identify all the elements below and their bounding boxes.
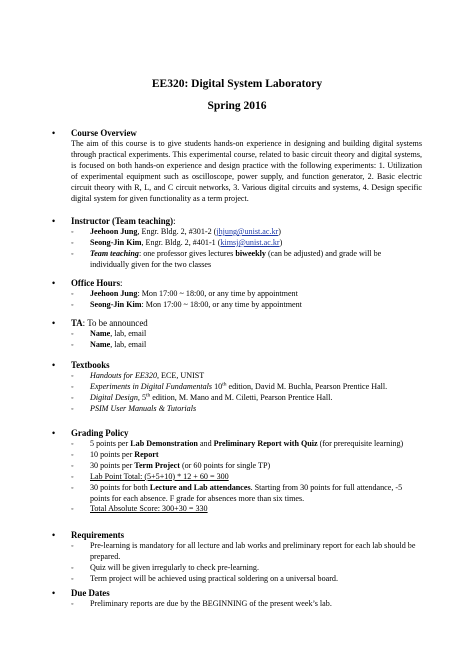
list-item: ◦ Pre-learning is mandatory for all lecture and lab works and preliminary report for each lab should be prepared. — [71, 541, 422, 563]
section-heading: • Office Hours: — [52, 278, 422, 289]
list-item: ◦ PSIM User Manuals & Tutorials — [71, 404, 422, 415]
section-office-hours — [52, 278, 422, 311]
section-requirements — [52, 530, 422, 585]
list-item: ◦ Preliminary reports are due by the BEGINNING of the present week’s lab. — [71, 599, 422, 610]
list-item: ◦ Name, lab, email — [71, 329, 422, 340]
course-term: Spring 2016 — [207, 100, 267, 112]
section-course-overview — [52, 128, 422, 204]
list-item: ◦ Lab Point Total: (5+5+10) * 12 + 60 = 300 — [71, 472, 422, 483]
list-item: ◦ 30 points per Term Project (or 60 points for single TP) — [71, 461, 422, 472]
list-item: ◦ Team teaching: one professor gives lectures biweekly (can be adjusted) and grade will be individually given for the two classes — [71, 249, 422, 271]
list-item: ◦ Term project will be achieved using practical soldering on a universal board. — [71, 574, 422, 585]
section-heading: • Course Overview — [52, 128, 422, 139]
list-item: ◦ Name, lab, email — [71, 340, 422, 351]
list-item: ◦ Total Absolute Score: 300+30 = 330 — [71, 504, 422, 515]
list-item: ◦ Digital Design, 5th edition, M. Mano and M. Ciletti, Pearson Prentice Hall. — [71, 393, 422, 404]
list-item: ◦ Seong-Jin Kim, Engr. Bldg. 2, #401-1 (kimsj@unist.ac.kr) — [71, 238, 422, 249]
list-item: ◦ 10 points per Report — [71, 450, 422, 461]
section-heading: • Due Dates — [52, 588, 422, 599]
section-heading: • Requirements — [52, 530, 422, 541]
email-link[interactable]: kimsj@unist.ac.kr — [220, 237, 280, 247]
email-link[interactable]: jhjung@unist.ac.kr — [216, 227, 279, 236]
section-heading: • Textbooks — [52, 360, 422, 371]
course-title: EE320: Digital System Laboratory — [151, 78, 323, 90]
list-item: ◦ Experiments in Digital Fundamentals 10th edition, David M. Buchla, Pearson Prentice Hall. — [71, 382, 422, 393]
list-item: ◦ Handouts for EE320, ECE, UNIST — [71, 371, 422, 382]
section-due-dates — [52, 588, 422, 610]
section-textbooks — [52, 360, 422, 415]
section-heading: • Instructor (Team teaching): — [52, 216, 422, 227]
list-item: ◦ Jeehoon Jung: Mon 17:00 ~ 18:00, or any time by appointment — [71, 289, 422, 300]
list-item: ◦ 5 points per Lab Demonstration and Preliminary Report with Quiz (for prerequisite learning) — [71, 439, 422, 450]
section-grading-policy — [52, 428, 422, 515]
section-heading: • Grading Policy — [52, 428, 422, 439]
section-ta — [52, 318, 422, 351]
list-item: ◦ Quiz will be given irregularly to check pre-learning. — [71, 563, 422, 574]
list-item: ◦ Seong-Jin Kim: Mon 17:00 ~ 18:00, or any time by appointment — [71, 300, 422, 311]
list-item: ◦ Jeehoon Jung, Engr. Bldg. 2, #301-2 (jhjung@unist.ac.kr) — [71, 227, 422, 238]
overview-text: The aim of this course is to give students hands-on experience in designing and building digital systems through practical experiments. This experimental course, related to basic circuit theory and digital systems, is focused on both hands-on experience and design practice with the following experiments: 1. Utilization of experimental equipment such as oscilloscope, power supply, and function generator, 2. Basic electric circuit theory with R, L, and C circuit networks, 3. Various digital circuits and systems, 4. Design specific digital system for given functionality as a term project. — [71, 139, 422, 203]
section-heading: • TA: To be announced — [52, 318, 422, 329]
section-instructor — [52, 216, 422, 271]
list-item: ◦ 30 points for both Lecture and Lab attendances. Starting from 30 points for full attendance, -5 points for each absence. F grade for absences more than six times. — [71, 483, 422, 505]
